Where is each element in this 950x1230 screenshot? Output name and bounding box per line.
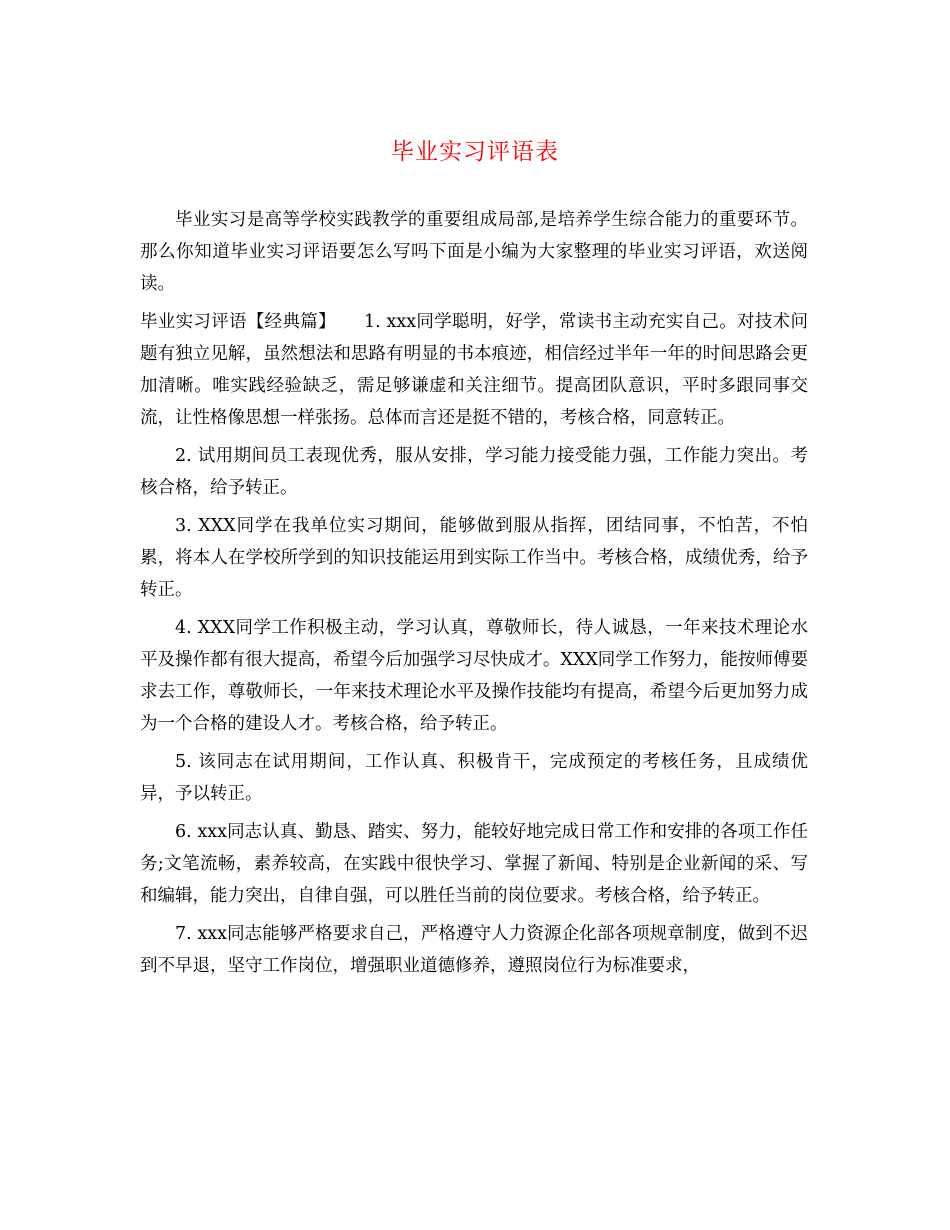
item-3-paragraph: 3. XXX同学在我单位实习期间，能够做到服从指挥，团结同事，不怕苦，不怕累，将本人在学校所学到的知识技能运用到实际工作当中。考核合格，成绩优秀，给予转正。	[140, 516, 808, 600]
item-5-paragraph: 5. 该同志在试用期间，工作认真、积极肯干，完成预定的考核任务，且成绩优异，予以转正。	[140, 752, 808, 804]
document-title: 毕业实习评语表	[391, 139, 559, 165]
section-heading: 毕业实习评语【经典篇】	[140, 312, 336, 332]
intro-paragraph: 毕业实习是高等学校实践教学的重要组成局部,是培养学生综合能力的重要环节。那么你知道毕业实习评语要怎么写吗下面是小编为大家整理的毕业实习评语，欢送阅读。	[140, 210, 808, 294]
document-body	[140, 204, 808, 988]
item-7-paragraph: 7. xxx同志能够严格要求自己，严格遵守人力资源企化部各项规章制度，做到不迟到不早退，坚守工作岗位，增强职业道德修养，遵照岗位行为标准要求，	[140, 924, 808, 976]
item-2-paragraph: 2. 试用期间员工表现优秀，服从安排，学习能力接受能力强，工作能力突出。考核合格，给予转正。	[140, 446, 808, 498]
item-1-text: 1. xxx同学聪明，好学，常读书主动充实自己。对技术问题有独立见解，虽然想法和思路有明显的书本痕迹，相信经过半年一年的时间思路会更加清晰。唯实践经验缺乏，需足够谦虚和关注细节。提高团队意识，平时多跟同事交流，让性格像思想一样张扬。总体而言还是挺不错的，考核合格，同意转正。	[140, 312, 808, 428]
item-6-paragraph: 6. xxx同志认真、勤恳、踏实、努力，能较好地完成日常工作和安排的各项工作任务;文笔流畅，素养较高，在实践中很快学习、掌握了新闻、特别是企业新闻的采、写和编辑，能力突出，自律自强，可以胜任当前的岗位要求。考核合格，给予转正。	[140, 822, 808, 906]
item-1-paragraph	[140, 306, 808, 434]
item-4-paragraph: 4. XXX同学工作积极主动，学习认真，尊敬师长，待人诚恳，一年来技术理论水平及操作都有很大提高，希望今后加强学习尽快成才。XXX同学工作努力，能按师傅要求去工作，尊敬师长，一年来技术理论水平及操作技能均有提高，希望今后更加努力成为一个合格的建设人才。考核合格，给予转正。	[140, 618, 808, 734]
